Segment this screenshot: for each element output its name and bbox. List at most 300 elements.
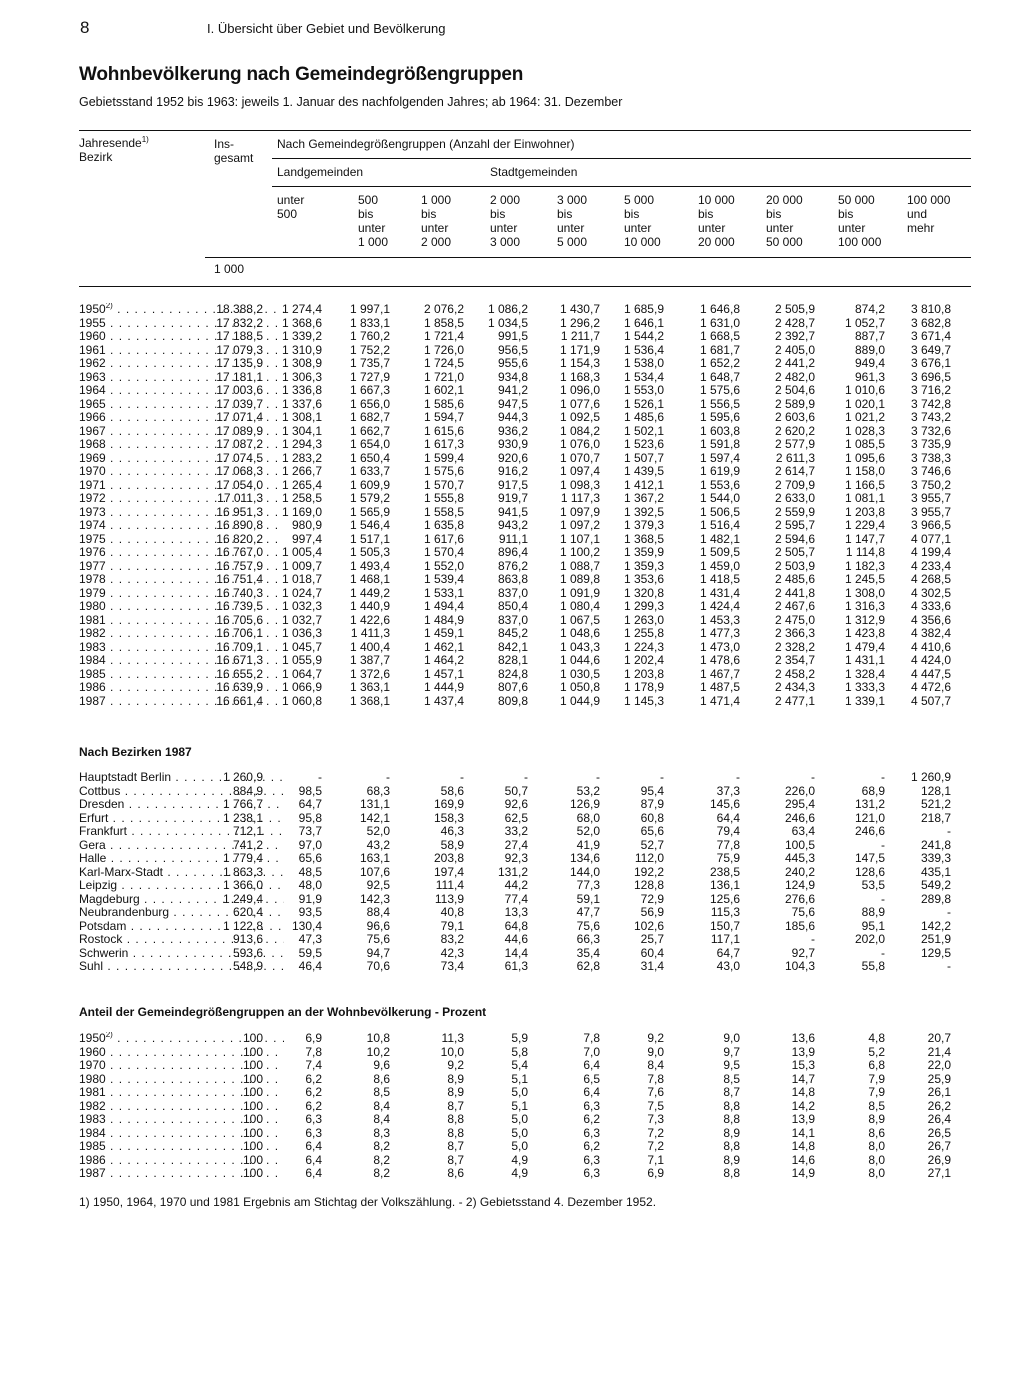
table-cell: 1 171,9 — [559, 342, 600, 357]
table-cell: 145,6 — [709, 797, 740, 811]
table-cell: 1 575,6 — [423, 464, 464, 478]
table-row — [79, 519, 971, 533]
unit-rule — [205, 257, 971, 258]
table-cell: 1 036,3 — [281, 626, 322, 640]
table-cell: 134,6 — [569, 851, 600, 865]
table-cell: 43,0 — [716, 959, 740, 973]
table-cell: 1 635,8 — [423, 518, 464, 532]
table-cell: 896,4 — [497, 545, 528, 559]
table-row — [79, 1113, 971, 1127]
row-label-text: 1969 — [79, 451, 106, 465]
table-cell: 2 620,2 — [774, 423, 815, 438]
table-cell: 1 229,4 — [844, 518, 885, 532]
table-row — [79, 785, 971, 799]
table-cell: 1 484,9 — [423, 612, 464, 627]
table-cell: 18 388,2 — [216, 302, 263, 316]
table-cell: 59,1 — [576, 891, 600, 906]
table-cell: 1 752,2 — [349, 342, 390, 357]
table-row — [79, 411, 971, 425]
table-cell: 1 668,5 — [699, 329, 740, 343]
table-cell: 136,1 — [709, 878, 740, 892]
table-cell: 129,5 — [920, 945, 951, 960]
table-cell: 9,6 — [373, 1058, 390, 1072]
table-cell: 17 068,3 — [216, 464, 263, 478]
table-cell: 947,5 — [497, 396, 528, 411]
table-cell: 1 154,3 — [559, 356, 600, 370]
table-cell: 8,8 — [723, 1166, 740, 1180]
table-cell: 1 372,6 — [349, 666, 390, 681]
bezirke-table — [79, 771, 971, 974]
table-cell: 50,7 — [504, 783, 528, 798]
table-cell: 1 238,1 — [222, 810, 263, 825]
table-cell: 1 507,7 — [623, 450, 664, 465]
table-cell: 96,6 — [366, 918, 390, 933]
table-cell: 14,4 — [504, 945, 528, 960]
table-cell: 112,0 — [634, 851, 664, 865]
table-cell: 1 353,6 — [623, 572, 664, 586]
table-cell: 104,3 — [784, 959, 815, 973]
table-cell: 1 517,1 — [349, 531, 390, 546]
table-cell: 1 681,7 — [699, 342, 740, 357]
table-cell: 95,8 — [298, 810, 322, 825]
table-cell: 142,2 — [920, 918, 951, 933]
table-cell: 72,9 — [640, 891, 664, 906]
table-cell: 1 735,7 — [349, 356, 390, 370]
table-cell: 1 339,2 — [281, 329, 322, 343]
table-cell: 7,3 — [647, 1112, 664, 1126]
column-header-line: bis — [624, 207, 640, 221]
table-cell: 4 333,6 — [910, 599, 951, 613]
table-cell: 2 428,7 — [774, 315, 815, 330]
table-cell: 1 367,2 — [623, 491, 664, 505]
table-cell: 7,8 — [305, 1044, 322, 1059]
table-cell: 1 260,9 — [222, 770, 263, 784]
table-row — [79, 452, 971, 466]
row-label-text: Magdeburg — [79, 892, 140, 906]
table-cell: 3 716,2 — [910, 383, 951, 397]
table-cell: 1 045,7 — [281, 639, 322, 654]
table-cell: 48,0 — [298, 878, 322, 892]
table-row — [79, 357, 971, 371]
table-cell: 7,1 — [647, 1152, 664, 1167]
table-row — [79, 1046, 971, 1060]
table-cell: 77,4 — [504, 891, 528, 906]
table-cell: 1 202,4 — [623, 653, 664, 667]
table-cell: 1 431,1 — [844, 653, 885, 667]
table-cell: 1 274,4 — [281, 302, 322, 316]
table-row — [79, 771, 971, 785]
table-cell: 13,6 — [791, 1031, 815, 1045]
table-cell: 77,8 — [716, 837, 740, 852]
table-cell: 2 594,6 — [774, 531, 815, 546]
table-cell: 8,8 — [447, 1125, 464, 1140]
row-label-text: Erfurt — [79, 811, 109, 825]
table-cell: 1 336,8 — [281, 383, 322, 397]
table-cell: 920,6 — [497, 450, 528, 465]
table-cell: 64,4 — [716, 810, 740, 825]
table-cell: 4,9 — [511, 1152, 528, 1167]
column-header-line: unter — [557, 221, 585, 235]
row-label-text: 1963 — [79, 370, 106, 384]
table-cell: 1 296,2 — [559, 315, 600, 330]
table-cell: 73,4 — [440, 959, 464, 973]
table-cell: 9,0 — [647, 1044, 664, 1059]
table-cell: 1 468,1 — [349, 572, 390, 586]
table-cell: 3 955,7 — [910, 491, 951, 505]
column-header-line: 5 000 — [557, 235, 588, 249]
table-cell: 14,8 — [791, 1139, 815, 1153]
table-cell: 4 382,4 — [910, 626, 951, 640]
header-bottom-rule — [79, 286, 971, 287]
table-cell: 5,4 — [511, 1058, 528, 1072]
table-cell: 916,2 — [497, 464, 528, 478]
table-cell: 934,8 — [497, 369, 528, 384]
table-cell: 1 662,7 — [349, 423, 390, 438]
table-cell: 1 100,2 — [559, 545, 600, 559]
table-cell: 6,5 — [583, 1071, 600, 1086]
row-footnote-ref: 2) — [105, 303, 113, 310]
table-cell: 3 735,9 — [910, 437, 951, 451]
table-cell: 1 505,3 — [349, 545, 390, 559]
table-cell: 79,4 — [716, 824, 740, 838]
table-cell: 842,1 — [497, 639, 528, 654]
table-cell: 1 147,7 — [844, 531, 885, 546]
table-cell: 8,0 — [868, 1152, 885, 1167]
table-cell: 2 477,1 — [774, 693, 815, 708]
table-cell: 17 832,2 — [216, 315, 263, 330]
table-cell: 3 676,1 — [910, 356, 951, 370]
table-cell: 944,3 — [497, 410, 528, 424]
table-cell: 4 356,6 — [910, 612, 951, 627]
table-cell: 124,9 — [784, 878, 815, 892]
table-cell: 8,9 — [447, 1071, 464, 1086]
table-cell: 8,9 — [447, 1085, 464, 1099]
table-cell: - — [881, 945, 885, 960]
table-cell: 2 595,7 — [774, 518, 815, 532]
table-cell: 16 757,9 — [216, 558, 263, 573]
table-cell: 2 354,7 — [774, 653, 815, 667]
table-cell: 445,3 — [784, 851, 815, 865]
table-cell: 26,4 — [927, 1112, 951, 1126]
table-cell: 1 418,5 — [699, 572, 740, 586]
table-cell: 1 203,8 — [844, 504, 885, 519]
table-cell: 3 682,8 — [910, 315, 951, 330]
table-row — [79, 560, 971, 574]
table-cell: - — [524, 770, 528, 784]
table-cell: 1 478,6 — [699, 653, 740, 667]
table-cell: 65,6 — [640, 824, 664, 838]
table-row — [79, 1100, 971, 1114]
table-cell: 7,2 — [647, 1125, 664, 1140]
table-cell: 121,0 — [854, 810, 885, 825]
table-cell: 1 308,9 — [281, 356, 322, 370]
group-header: Nach Gemeindegrößengruppen (Anzahl der Einwohner) — [277, 137, 575, 151]
table-cell: 17 071,4 — [216, 410, 263, 424]
row-label-text: Karl-Marx-Stadt — [79, 865, 164, 879]
column-header-line: 50 000 — [838, 193, 875, 207]
table-row — [79, 1073, 971, 1087]
total-header — [214, 137, 253, 165]
column-header — [624, 193, 661, 249]
column-header-line: unter — [421, 221, 449, 235]
table-cell: 8,2 — [373, 1166, 390, 1180]
table-cell: 87,9 — [640, 797, 664, 811]
table-cell: 1 333,3 — [844, 680, 885, 694]
row-label-text: 1986 — [79, 681, 106, 694]
row-label-text: 1981 — [79, 613, 106, 627]
table-cell: 6,3 — [305, 1112, 322, 1126]
table-cell: 8,8 — [723, 1098, 740, 1113]
table-cell: 1 493,4 — [349, 558, 390, 573]
table-cell: 55,8 — [861, 959, 885, 973]
row-label-text: 1980 — [79, 1072, 106, 1086]
table-cell: 1 088,7 — [559, 558, 600, 573]
table-cell: 1 617,6 — [423, 531, 464, 546]
table-cell: 241,8 — [920, 837, 951, 852]
table-cell: 6,2 — [305, 1098, 322, 1113]
row-label-text: Potsdam — [79, 919, 127, 933]
table-row — [79, 600, 971, 614]
table-cell: 8,6 — [868, 1125, 885, 1140]
table-cell: 1 648,7 — [699, 369, 740, 384]
table-cell: 949,4 — [854, 356, 885, 370]
table-cell: 1 654,0 — [349, 437, 390, 451]
table-cell: 1 523,6 — [623, 437, 664, 451]
table-cell: 956,5 — [497, 342, 528, 357]
row-label-text: 1985 — [79, 667, 106, 681]
table-row — [79, 573, 971, 587]
table-cell: 44,2 — [504, 878, 528, 892]
table-cell: 741,2 — [232, 837, 263, 852]
table-cell: 1 494,4 — [423, 599, 464, 613]
table-cell: 1 685,9 — [623, 302, 664, 316]
table-cell: 158,3 — [433, 810, 464, 825]
column-header-line — [907, 235, 950, 249]
column-header-line: und — [907, 207, 928, 221]
table-cell: 60,4 — [640, 945, 664, 960]
table-cell: 52,0 — [576, 824, 600, 838]
table-cell: 92,5 — [366, 878, 390, 892]
table-cell: 1 652,2 — [699, 356, 740, 370]
column-header-line: 10 000 — [698, 193, 735, 207]
table-cell: 68,0 — [576, 810, 600, 825]
table-cell: 1 097,2 — [559, 518, 600, 532]
table-cell: 1 553,0 — [623, 383, 664, 397]
column-header-line: bis — [421, 207, 437, 221]
table-cell: 100 — [242, 1031, 263, 1045]
table-cell: 1 570,4 — [423, 545, 464, 559]
column-header-line: 500 — [358, 193, 379, 207]
table-cell: 1 423,8 — [844, 626, 885, 640]
table-cell: 276,6 — [784, 891, 815, 906]
table-cell: 8,8 — [723, 1112, 740, 1126]
table-cell: 21,4 — [927, 1044, 951, 1059]
table-cell: 58,6 — [440, 783, 464, 798]
table-cell: 9,2 — [447, 1058, 464, 1072]
table-cell: 131,2 — [497, 864, 528, 879]
table-cell: 1 603,8 — [699, 423, 740, 438]
table-cell: 289,8 — [920, 891, 951, 906]
table-cell: 5,0 — [511, 1125, 528, 1140]
table-row — [79, 303, 971, 317]
table-cell: - — [811, 770, 815, 784]
table-cell: 111,4 — [435, 878, 464, 892]
table-cell: 5,0 — [511, 1085, 528, 1099]
table-cell: 1 328,4 — [844, 666, 885, 681]
column-header-line: unter — [277, 193, 305, 207]
row-label-text: 1982 — [79, 1099, 106, 1113]
table-cell: 1 544,2 — [623, 329, 664, 343]
table-row — [79, 668, 971, 682]
table-row — [79, 438, 971, 452]
table-cell: 6,2 — [305, 1071, 322, 1086]
column-header-line: unter — [698, 221, 726, 235]
table-cell: 1 024,7 — [281, 585, 322, 600]
table-cell: 1 182,3 — [844, 558, 885, 573]
table-cell: 37,3 — [716, 783, 740, 798]
table-cell: 1 089,8 — [559, 572, 600, 586]
table-cell: 809,8 — [497, 693, 528, 708]
table-cell: 48,5 — [298, 864, 322, 879]
table-cell: 26,1 — [927, 1085, 951, 1099]
column-header-line: unter — [490, 221, 518, 235]
table-cell: 44,6 — [504, 932, 528, 946]
row-footnote-ref: 2) — [105, 1032, 113, 1039]
table-cell: 16 639,9 — [216, 680, 263, 694]
table-cell: 47,7 — [576, 905, 600, 919]
table-cell: 2 577,9 — [774, 437, 815, 451]
table-cell: 1 249,4 — [222, 891, 263, 906]
table-cell: 142,1 — [359, 810, 390, 825]
column-header-line: 1 000 — [421, 193, 452, 207]
table-cell: 5,2 — [868, 1044, 885, 1059]
table-cell: 1 048,6 — [559, 626, 600, 640]
table-cell: 8,7 — [723, 1085, 740, 1099]
table-cell: 4 077,1 — [910, 531, 951, 546]
table-cell: 1 081,1 — [844, 491, 885, 505]
table-cell: 4 233,4 — [910, 558, 951, 573]
table-cell: 8,7 — [447, 1152, 464, 1167]
table-cell: 197,4 — [433, 864, 464, 879]
table-cell: 2 603,6 — [774, 410, 815, 424]
section-anteil: Anteil der Gemeindegrößengruppen an der Wohnbevölkerung - Prozent — [79, 1005, 487, 1019]
table-cell: 1 359,3 — [623, 558, 664, 573]
table-cell: 16 740,3 — [216, 585, 263, 600]
row-label-text: 1968 — [79, 438, 106, 451]
table-cell: 941,5 — [497, 504, 528, 519]
table-row — [79, 812, 971, 826]
table-cell: 1 602,1 — [423, 383, 464, 397]
table-cell: 100,5 — [784, 837, 815, 852]
table-cell: 1 558,5 — [423, 504, 464, 519]
table-row — [79, 492, 971, 506]
table-row — [79, 906, 971, 920]
table-cell: 1 021,2 — [844, 410, 885, 424]
table-cell: 31,4 — [640, 959, 664, 973]
row-label-text: 1979 — [79, 586, 106, 600]
table-cell: 874,2 — [854, 302, 885, 316]
table-cell: 53,2 — [576, 783, 600, 798]
table-cell: 75,6 — [366, 932, 390, 946]
table-cell: 1 422,6 — [349, 612, 390, 627]
table-cell: 60,8 — [640, 810, 664, 825]
table-cell: 1 459,1 — [423, 626, 464, 640]
table-cell: 2 559,9 — [774, 504, 815, 519]
table-cell: 17 039,7 — [216, 396, 263, 411]
table-cell: 6,9 — [647, 1166, 664, 1180]
column-header-line: unter — [624, 221, 652, 235]
table-row — [79, 344, 971, 358]
table-cell: - — [947, 824, 951, 838]
table-cell: 58,9 — [440, 837, 464, 852]
table-row — [79, 465, 971, 479]
table-cell: 8,5 — [373, 1085, 390, 1099]
table-cell: 98,5 — [298, 783, 322, 798]
table-cell: 14,9 — [791, 1166, 815, 1180]
table-cell: 1 453,3 — [699, 612, 740, 627]
table-cell: 92,3 — [504, 851, 528, 865]
table-cell: 10,2 — [366, 1044, 390, 1059]
column-header — [557, 193, 587, 249]
row-label-text: 1982 — [79, 627, 106, 640]
table-cell: 41,9 — [576, 837, 600, 852]
column-header-line: 100 000 — [838, 235, 882, 249]
column-header-line: bis — [838, 207, 854, 221]
table-cell: 961,3 — [854, 369, 885, 384]
table-cell: 100 — [242, 1085, 263, 1099]
table-cell: 100 — [242, 1112, 263, 1126]
column-header — [277, 193, 304, 249]
table-cell: 8,9 — [723, 1152, 740, 1167]
table-cell: 1 034,5 — [487, 315, 528, 330]
table-cell: 131,2 — [854, 797, 885, 811]
column-header — [698, 193, 735, 249]
table-cell: 1 299,3 — [623, 599, 664, 613]
subtitle: Gebietsstand 1952 bis 1963: jeweils 1. Januar des nachfolgenden Jahres; ab 1964: 31. Dezember — [79, 95, 623, 109]
table-cell: 1 005,4 — [281, 545, 322, 559]
table-cell: 1 086,2 — [487, 302, 528, 316]
table-cell: 17 003,6 — [216, 383, 263, 397]
table-cell: 1 097,9 — [559, 504, 600, 519]
table-cell: 6,4 — [305, 1166, 322, 1180]
table-cell: 1 312,9 — [844, 612, 885, 627]
table-cell: 1 485,6 — [623, 410, 664, 424]
table-cell: 3 955,7 — [910, 504, 951, 519]
table-cell: 295,4 — [784, 797, 815, 811]
table-cell: 1 366,0 — [222, 878, 263, 892]
table-cell: 59,5 — [298, 945, 322, 960]
table-cell: 1 117,3 — [560, 491, 600, 505]
row-label-text: Frankfurt — [79, 825, 128, 838]
table-cell: 17 135,9 — [216, 356, 263, 370]
table-row — [79, 852, 971, 866]
table-row — [79, 681, 971, 695]
table-cell: 5,9 — [511, 1031, 528, 1045]
row-label-text: 1984 — [79, 1126, 106, 1140]
table-cell: 1 595,6 — [699, 410, 740, 424]
table-cell: 100 — [242, 1058, 263, 1072]
table-cell: 1 392,5 — [623, 504, 664, 519]
table-cell: 16 751,4 — [216, 572, 263, 586]
table-cell: 65,6 — [298, 851, 322, 865]
row-label-text: 1970 — [79, 465, 106, 478]
table-cell: 79,1 — [440, 918, 464, 933]
row-label-text: 1962 — [79, 357, 106, 370]
column-header-line: 20 000 — [766, 193, 803, 207]
table-cell: 1 368,5 — [623, 531, 664, 546]
table-cell: 2 405,0 — [774, 342, 815, 357]
table-cell: 62,5 — [504, 810, 528, 825]
